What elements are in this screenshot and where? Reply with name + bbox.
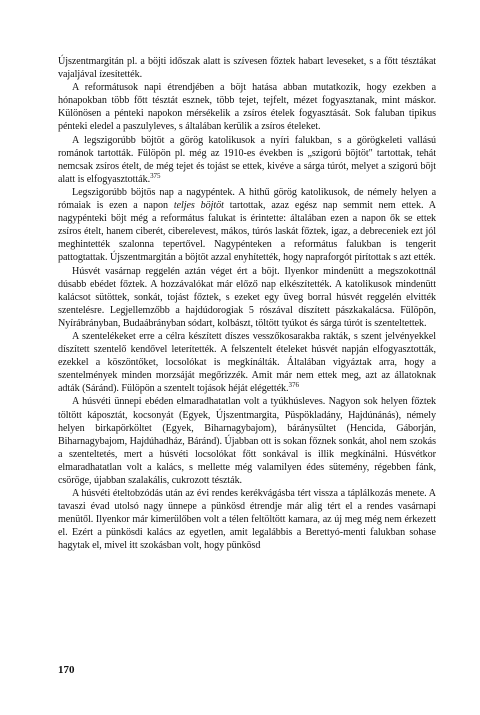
paragraph bbox=[58, 186, 436, 265]
paragraph-text: Húsvét vasárnap reggelén aztán véget ért a böjt. Ilyenkor mindenütt a megszokottnál dúsabb ebédet főztek. A hozzávalókat már előző nap elkészítették. A katolikusok mindenütt kalácsot sütöttek, sonkát, tojást főztek, s ezeket egy üveg borral húsvét reggelén elvitték szentelésre. Legjellemzőbb a hajdúdorogiak 5 rószával díszített pászkakalácsa. Fülöpön, Nyírábrányban, Budaábrányban sódart, kolbászt, töltött tyúkot és sárga túrót is szenteltettek. bbox=[58, 265, 436, 329]
paragraph bbox=[58, 265, 436, 330]
paragraph-text: tartottak, azaz egész nap semmit nem ettek. A nagypénteki böjt még a református falukat is érintette: általában ezen a napon ők se ettek zsíros ételt, hanem ciberét, ciberelevest, mákos, túrós laskát főztek, igaz, a debreceniek ezt jól meghintették szalonna tepertővel. Nagypénteken a református falukban is tengerit pattogtattak. Újszentmargitán a böjtöt azzal enyhítették, hogy napraforgót pirítottak s azt ették. bbox=[58, 200, 436, 264]
paragraph-text: A legszigorúbb böjtöt a görög katolikusok a nyíri falukban, s a görögkeleti vallású románok tartották. Fülöpön pl. még az 1910-es években is „szigorú böjtöt" tartottak, tehát nemcsak zsíros ételt, de még tejet és tojást se ettek, kivéve a sárga túrót, melyet a szigorú böjt alatt is elfogyasztották. bbox=[58, 134, 436, 185]
paragraph bbox=[58, 487, 436, 552]
paragraph-text: A húsvéti ételtobzódás után az évi rendes kerékvágásba tért vissza a táplálkozás menete. A tavaszi évad utolsó nagy ünnepe a pünkösd étrendje már alig tért el a rendes vasárnapi menütől. Ilyenkor már kimerülőben volt a télen feltöltött kamara, az új meg még nem érkezett el. Ezért a pünkösdi kalács az egyetlen, amit legalábbis a Berettyó-menti falukban sohase hagytak el, mivel itt szokásban volt, hogy pünkösd bbox=[58, 488, 436, 552]
paragraph bbox=[58, 134, 436, 186]
page-number: 170 bbox=[58, 664, 75, 676]
paragraph-text: A reformátusok napi étrendjében a böjt hatása abban mutatkozik, hogy ezekben a hónapokban több főtt tésztát esznek, több tejet, tejfelt, mézet fogyasztanak, mint máskor. Különösen a pénteki napokon mérsékelik a zsíros ételek fogyasztását. Sok faluban tipikus pénteki eledel a paszulyleves, s általában kerülik a zsíros ételeket. bbox=[58, 82, 436, 133]
paragraph bbox=[58, 81, 436, 133]
paragraph bbox=[58, 55, 436, 81]
emphasized-text: teljes böjtöt bbox=[173, 200, 224, 212]
paragraph bbox=[58, 330, 436, 395]
paragraph-text: A szentelékeket erre a célra készített díszes vesszőkosarakba rakták, s szent jelvényekkel díszített szentelő kendővel leterítették. A felszentelt ételeket húsvét napján elfogyasztották, ezekkel a köszöntőket, locsolókat is megkínálták. Általában vigyáztak arra, hogy a szentelmények minden morzsáját megőrizzék. Amit már nem ettek meg, azt az állatoknak adták (Sáránd). Fülöpön a szentelt tojások héját elégették. bbox=[58, 330, 436, 395]
paragraph-text: Újszentmargitán pl. a böjti időszak alatt is szívesen főztek habart leveseket, s a főtt tésztákat vajaljával ízesítették. bbox=[58, 56, 436, 81]
footnote-reference: 376 bbox=[288, 381, 299, 390]
paragraph bbox=[58, 395, 436, 487]
paragraph-text: A húsvéti ünnepi ebéden elmaradhatatlan volt a tyúkhúsleves. Nagyon sok helyen főztek töltött káposztát, kocsonyát (Egyek, Újszentmargita, Püspökladány, Hajdúnánás), némely helyen birkapörköltet (Egyek, Biharnagybajom), báránysültet (Hencida, Gáborján, Biharnagybajom, Hajdúhadház, Báránd). Újabban ott is sokan főznek sonkát, ahol nem szokás a szenteltetés, mert a húsvéti locsolókat főtt sonkával is illik megkínálni. Húsvétkor elmaradhatatlan volt a kalács, s mellette még valamilyen édes sütemény, régebben fánk, csöröge, újabban szalakális, cukrozott tészták. bbox=[58, 396, 436, 486]
footnote-reference: 375 bbox=[150, 171, 161, 180]
body-text bbox=[58, 55, 436, 553]
paragraph-text: Legszigorúbb böjtös nap a nagypéntek. A hithű görög katolikusok, de némely helyen a rómaiak is ezen a napon bbox=[58, 186, 436, 212]
